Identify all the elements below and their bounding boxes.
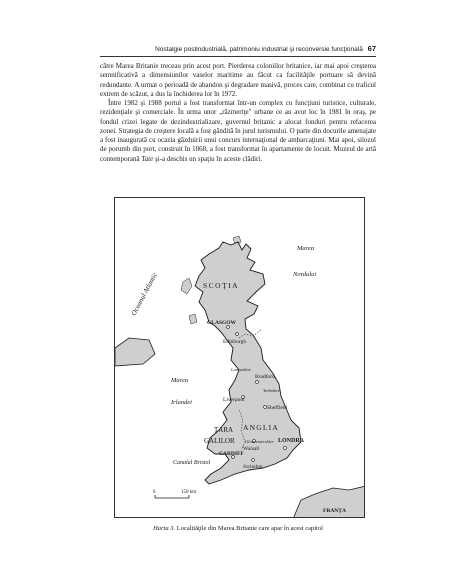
londra-marker [284,447,287,450]
running-title: Nostalgie postindustrială, patrimoniu industrial şi reconversie funcţională [155,46,363,53]
bristol-channel-label: Canalul Bristol [173,460,211,466]
north-sea-label-1: Marea [297,245,315,252]
sheffield-label: Sheffield [267,405,288,411]
yorkshire-label: Yorkshire [263,388,280,393]
map-caption [100,525,376,532]
lancashire-label: Lancashire [231,367,252,372]
region-scotland-label: SCOŢIA [203,281,240,290]
caption-label: Harta 3. [153,525,176,532]
body-text [100,62,376,164]
map-of-great-britain [114,197,365,518]
bradford-marker [256,381,259,384]
region-wales-label-1: ŢARA [214,426,234,434]
sheffield-marker [264,406,267,409]
caption-text: Localităţile din Marea Britanie care apar în acest capitol [175,525,323,532]
swindon-label: Swindon [243,464,263,470]
paragraph-2-end: şi-a deschis un spaţiu în aceste clădiri. [153,154,263,163]
irish-sea-label-2: Irlandei [171,399,192,406]
swindon-marker [252,459,255,462]
cardiff-label: CARDIFF [219,451,244,457]
walsall-label: Walsall [243,446,260,452]
paragraph-2-italic: Tate [141,154,154,163]
irish-sea-label-1: Marea [171,377,189,384]
scale-zero-label: 0 [153,490,156,495]
region-england-label: ANGLIA [243,423,279,432]
paragraph-1: către Marea Britanie treceau prin acest port. Pierderea coloniilor britanice, iar mai apoi creşterea semnificativă a dimensiunilor vaselor maritime au făcut ca facilităţile portuare să devină redundante. A urmat o perioadă de abandon şi degradare masivă, proces care, combinat cu traficul extrem de scăzut, a dus la închiderea lor în 1972. [100,62,376,98]
islay-island [189,314,197,324]
north-sea-label-2: Nordului [293,271,317,278]
northern-ireland-landmass [115,338,155,366]
paragraph-2 [100,99,376,164]
map-svg [115,198,365,518]
londra-label: LONDRA [278,438,305,444]
edinburgh-marker [236,333,239,336]
paragraph-2-main: Între 1982 şi 1988 portul a fost transformat într-un complex cu funcţiuni turistice, culturale, rezidenţiale şi comerciale. În urma unor „răzmeriţe" urbane ce au avut loc în 1981 în oraş, pe fondul crizei legate de dezindustrializare, guvernul britanic a alocat fonduri pentru refacerea zonei. Strategia de creştere locală a fost gândită în jurul turismului. O parte din docurile amenajate a fost inaugurată cu ocazia găzduirii unui concurs internaţional de ambarcaţiuni. Mai apoi, silozul de porumb din port, construit în 1868, a fost transformat în apartamente de locuit. Muzeul de artă contemporană [100,99,376,163]
scale-distance-label: 150 km [181,490,197,495]
region-wales-label-2: GALILOR [204,437,235,445]
glasgow-marker [227,326,230,329]
glasgow-label: GLASGOW [207,320,237,326]
atlantic-ocean-label: Oceanul Atlantic [129,271,160,317]
page-number: 67 [367,44,376,53]
hebrides-island [181,278,192,294]
france-label: FRANŢA [323,508,346,514]
bradford-label: Bradford [255,374,275,380]
running-header [100,44,376,53]
liverpool-label: Liverpool [223,397,245,403]
header-rule [100,56,376,57]
edinburgh-label: Edinburgh [223,339,247,345]
scale-bar [153,490,196,498]
gloucestershire-label: Gloucestershire [245,439,274,444]
